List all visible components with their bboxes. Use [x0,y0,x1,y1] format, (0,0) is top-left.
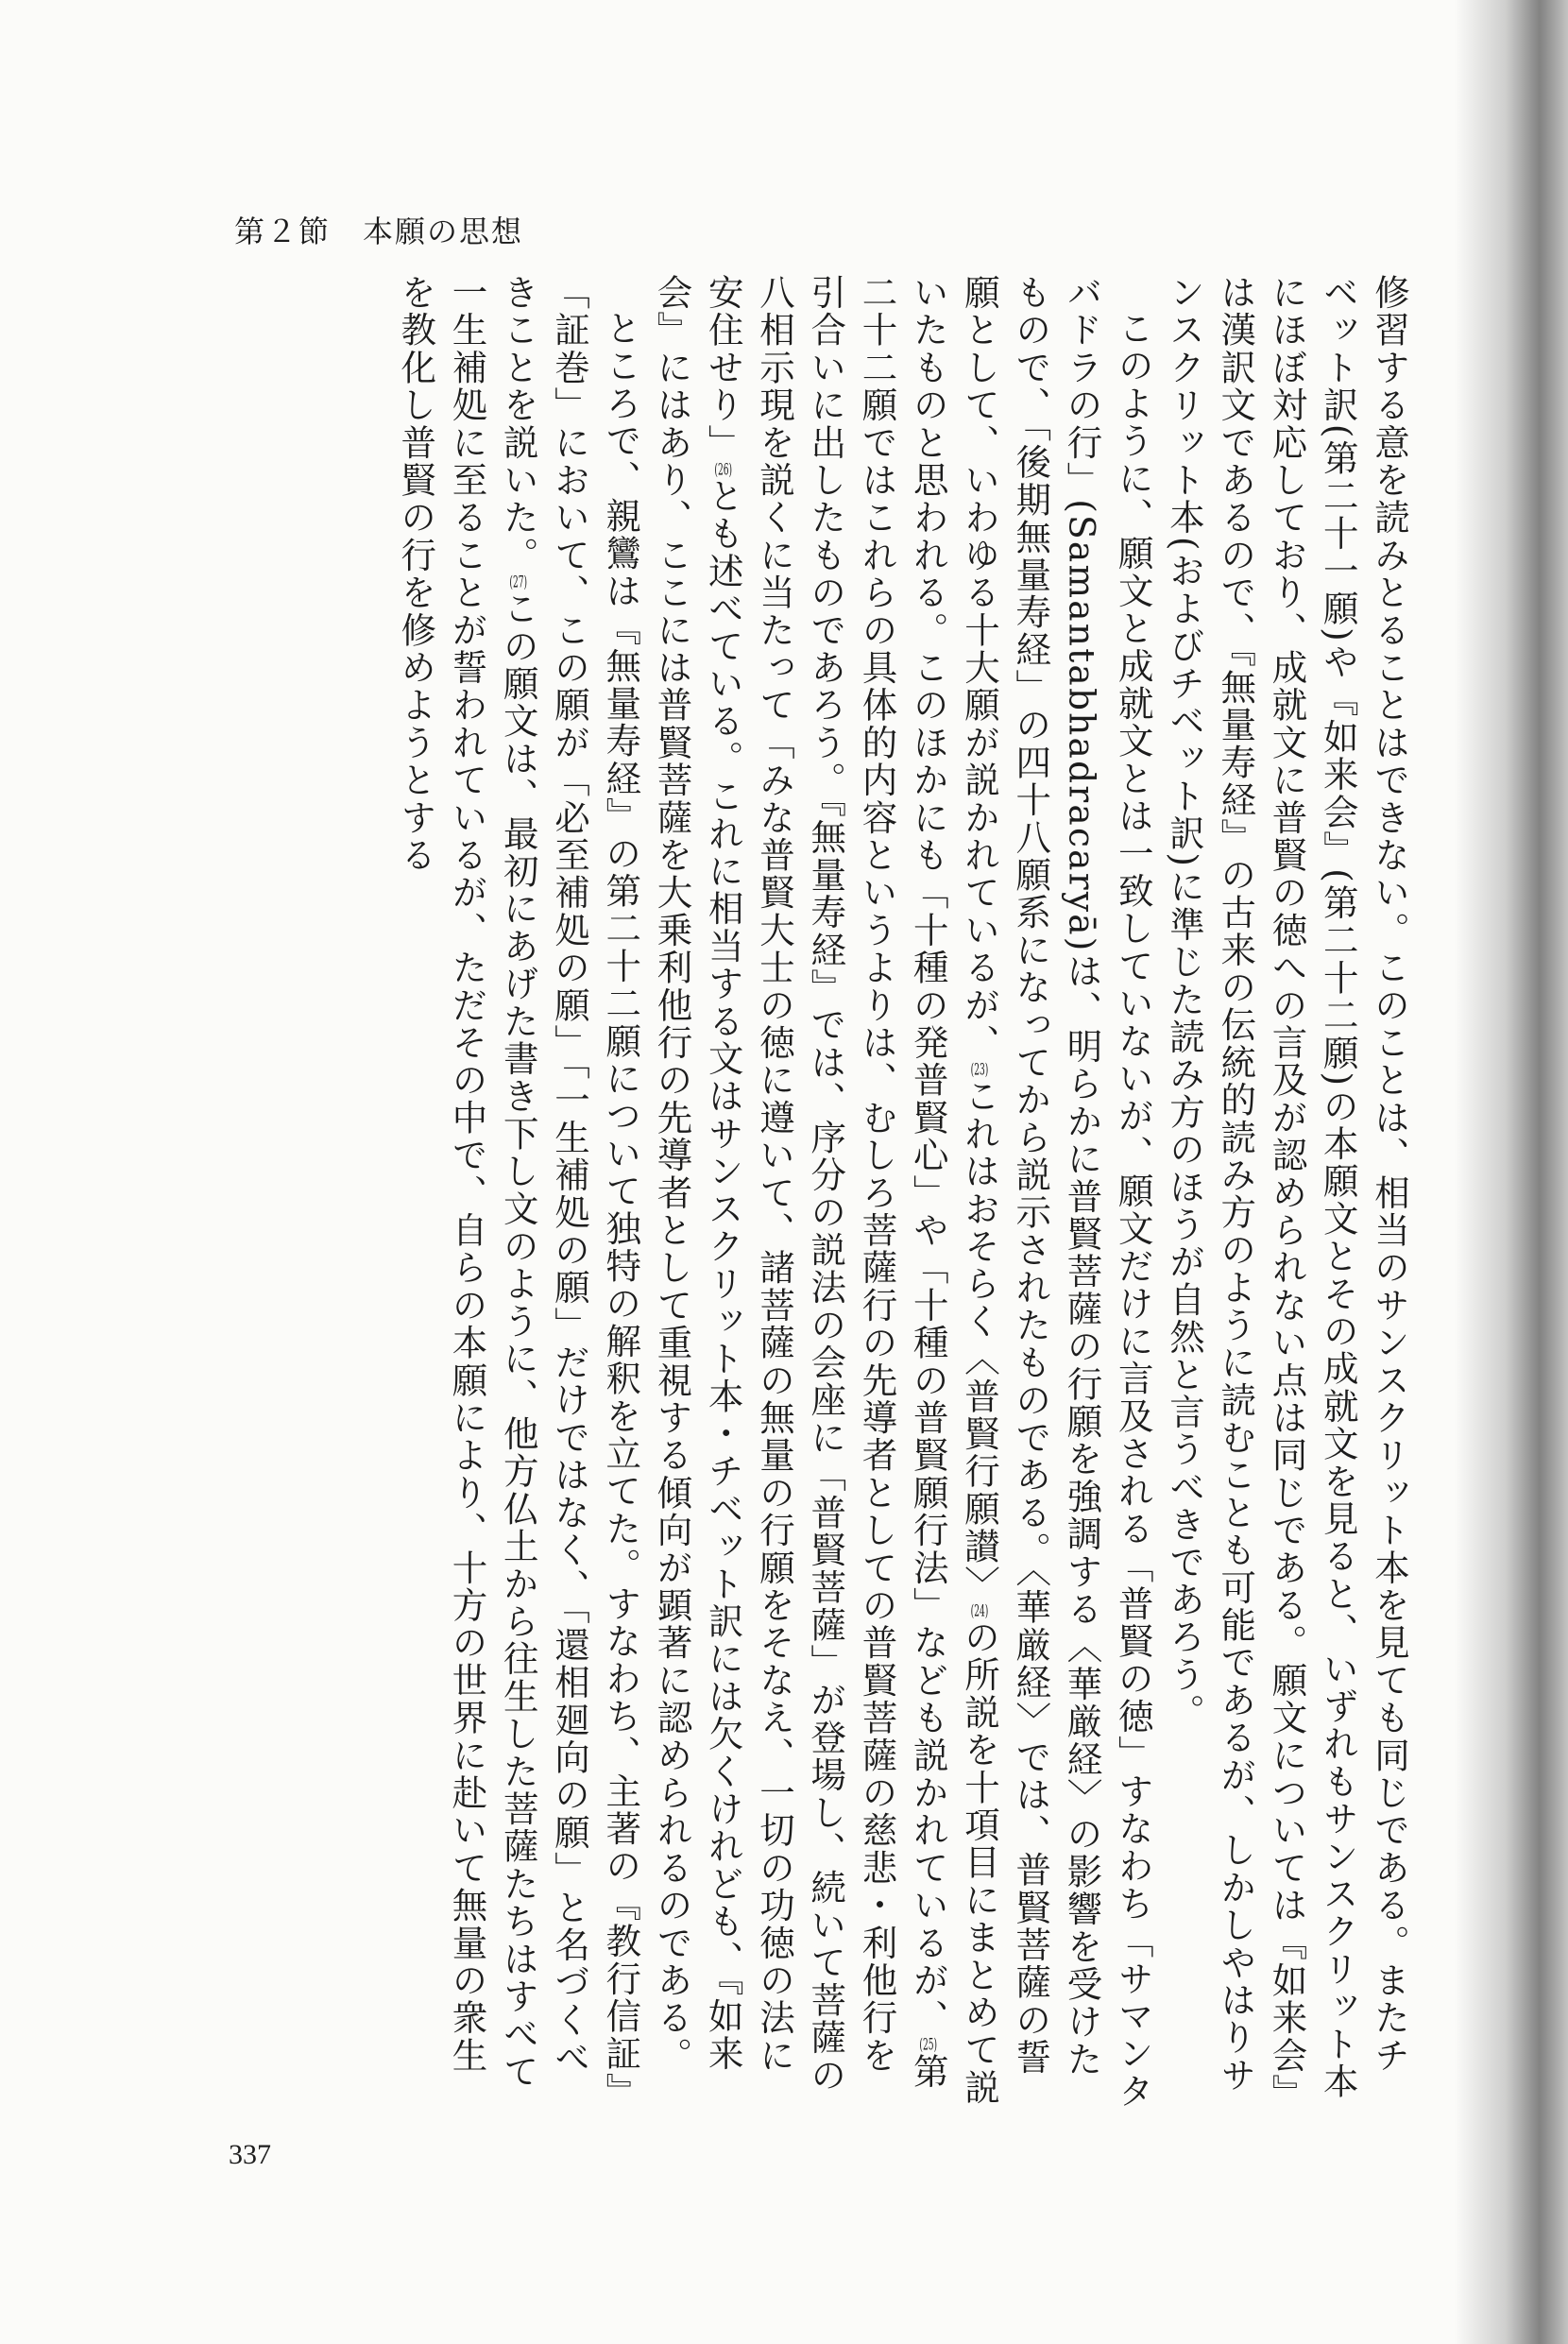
text-run: とも述べている。これに相当する文はサンスクリット本・チベット訳には欠くけれども、『如来会』にはあり、ここには普賢菩薩を大乗利他行の先導者として重視する傾向が顕著に認められるのである。 [651,274,744,2075]
text-run: これはおそらく〈普賢行願讃〉 [959,1077,1000,1603]
footnote-marker-25[interactable]: (25) [919,2036,938,2053]
text-run: ところで、親鸞は『無量寿経』の第二十二願について独特の解釈を立てた。すなわち、主著の『教行信証』「証巻」において、この願が「必至補処の願」「一生補処の願」だけではなく、「還相廻向の願」と名づくべきことを説いた。 [497,274,642,2111]
footnote-marker-23[interactable]: (23) [970,1061,989,1078]
paragraph-3 [390,274,646,2112]
text-run: このように、願文と成就文とは一致していないが、願文だけに言及される「普賢の徳」すなわち「サマンタバドラの行」(Samantabhadracaryā)は、明らかに普賢菩薩の行願を強調する〈華厳経〉の影響を受けたもので、「後期無量寿経」の四十八願系になってから説示されたものである。〈華厳経〉では、普賢菩薩の誓願として、いわゆる十大願が説かれているが、 [959,274,1154,2111]
paragraph-2 [646,274,1159,2112]
text-run: この願文は、最初にあげた書き下し文のように、他方仏土から往生した菩薩たちはすべて一生補処に至ることが誓われているが、ただその中で、自らの本願により、十方の世界に赴いて無量の衆生を教化し普賢の行を修めようとする [395,274,539,2091]
running-head: 第２節 本願の思想 [234,214,524,249]
body-text [196,274,1415,2112]
text-run: 第二十二願ではこれらの具体的内容というよりは、むしろ菩薩行の先導者としての普賢菩薩の慈悲・利他行を引合いに出したものであろう。『無量寿経』では、序分の説法の会座に「普賢菩薩」が登場し、続いて菩薩の八相示現を説くに当たって「みな普賢大士の徳に遵いて、諸菩薩の無量の行願をそなえ、一切の功徳の法に安住せり」 [702,274,949,2095]
footnote-marker-26[interactable]: (26) [714,461,733,478]
footnote-marker-24[interactable]: (24) [970,1602,989,1619]
scan-edge-shadow [1455,0,1568,2344]
page-number: 337 [229,2139,271,2170]
text-run: の所説を十項目にまとめて説いたものと思われる。このほかにも「十種の発普賢心」や「十種の普賢願行法」なども説かれているが、 [907,274,1000,2107]
footnote-marker-27[interactable]: (27) [509,573,528,590]
paragraph-1: 修習する意を読みとることはできない。このことは、相当のサンスクリット本を見ても同じである。またチベット訳(第二十一願)や『如来会』(第二十二願)の本願文とその成就文を見ると、いずれもサンスクリット本にほぼ対応しており、成就文に普賢の徳への言及が認められない点は同じである。願文については『如来会』は漢訳文であるので、『無量寿経』の古来の伝統的読み方のように読むことも可能であるが、しかしやはりサンスクリット本(およびチベット訳)に準じた読み方のほうが自然と言うべきであろう。 [1164,274,1410,2101]
